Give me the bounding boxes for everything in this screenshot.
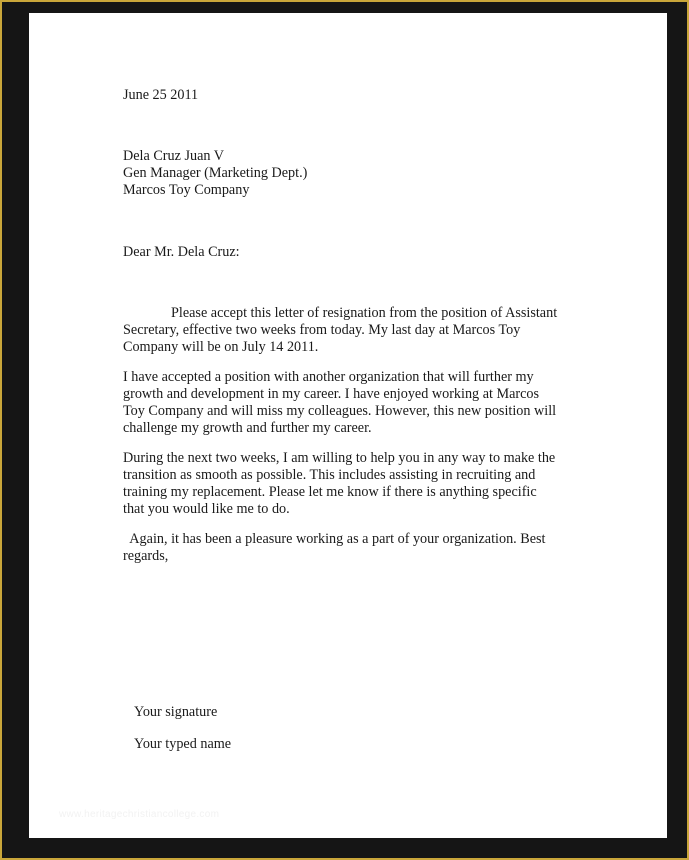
- signature-placeholder: [123, 704, 583, 721]
- typed-name-placeholder: [123, 736, 583, 753]
- paragraph-line: regards,: [123, 548, 169, 564]
- body-paragraph-3: [123, 450, 583, 518]
- paragraph-line: transition as smooth as possible. This includes assisting in recruiting and: [123, 467, 536, 483]
- paragraph-line: I have accepted a position with another organization that will further my: [123, 369, 534, 385]
- paragraph-line: challenge my growth and further my career.: [123, 420, 372, 436]
- letter-date: [123, 87, 583, 104]
- paragraph-line: that you would like me to do.: [123, 501, 290, 517]
- paragraph-line: Again, it has been a pleasure working as a part of your organization. Best: [123, 531, 546, 547]
- salutation: [123, 244, 583, 261]
- recipient-company: Marcos Toy Company: [123, 182, 250, 198]
- paragraph-line: Please accept this letter of resignation from the position of Assistant: [171, 305, 558, 321]
- paragraph-line: Secretary, effective two weeks from today. My last day at Marcos Toy: [123, 322, 521, 338]
- letter-page: [29, 13, 667, 838]
- body-paragraph-1: [123, 305, 583, 356]
- watermark: www.heritagechristiancollege.com: [59, 809, 220, 820]
- signature-label: Your signature: [134, 704, 218, 720]
- date-text: June 25 2011: [123, 87, 199, 103]
- recipient-block: [123, 148, 583, 199]
- paragraph-line: training my replacement. Please let me know if there is anything specific: [123, 484, 537, 500]
- salutation-text: Dear Mr. Dela Cruz:: [123, 244, 240, 260]
- body-paragraph-4: [123, 531, 583, 565]
- paragraph-line: Company will be on July 14 2011.: [123, 339, 319, 355]
- paragraph-line: Toy Company and will miss my colleagues. However, this new position will: [123, 403, 557, 419]
- resignation-letter: [123, 87, 583, 753]
- paragraph-line: During the next two weeks, I am willing to help you in any way to make the: [123, 450, 556, 466]
- recipient-title: Gen Manager (Marketing Dept.): [123, 165, 308, 181]
- paragraph-line: growth and development in my career. I have enjoyed working at Marcos: [123, 386, 540, 402]
- recipient-name: Dela Cruz Juan V: [123, 148, 224, 164]
- body-paragraph-2: [123, 369, 583, 437]
- typed-name-label: Your typed name: [134, 736, 232, 752]
